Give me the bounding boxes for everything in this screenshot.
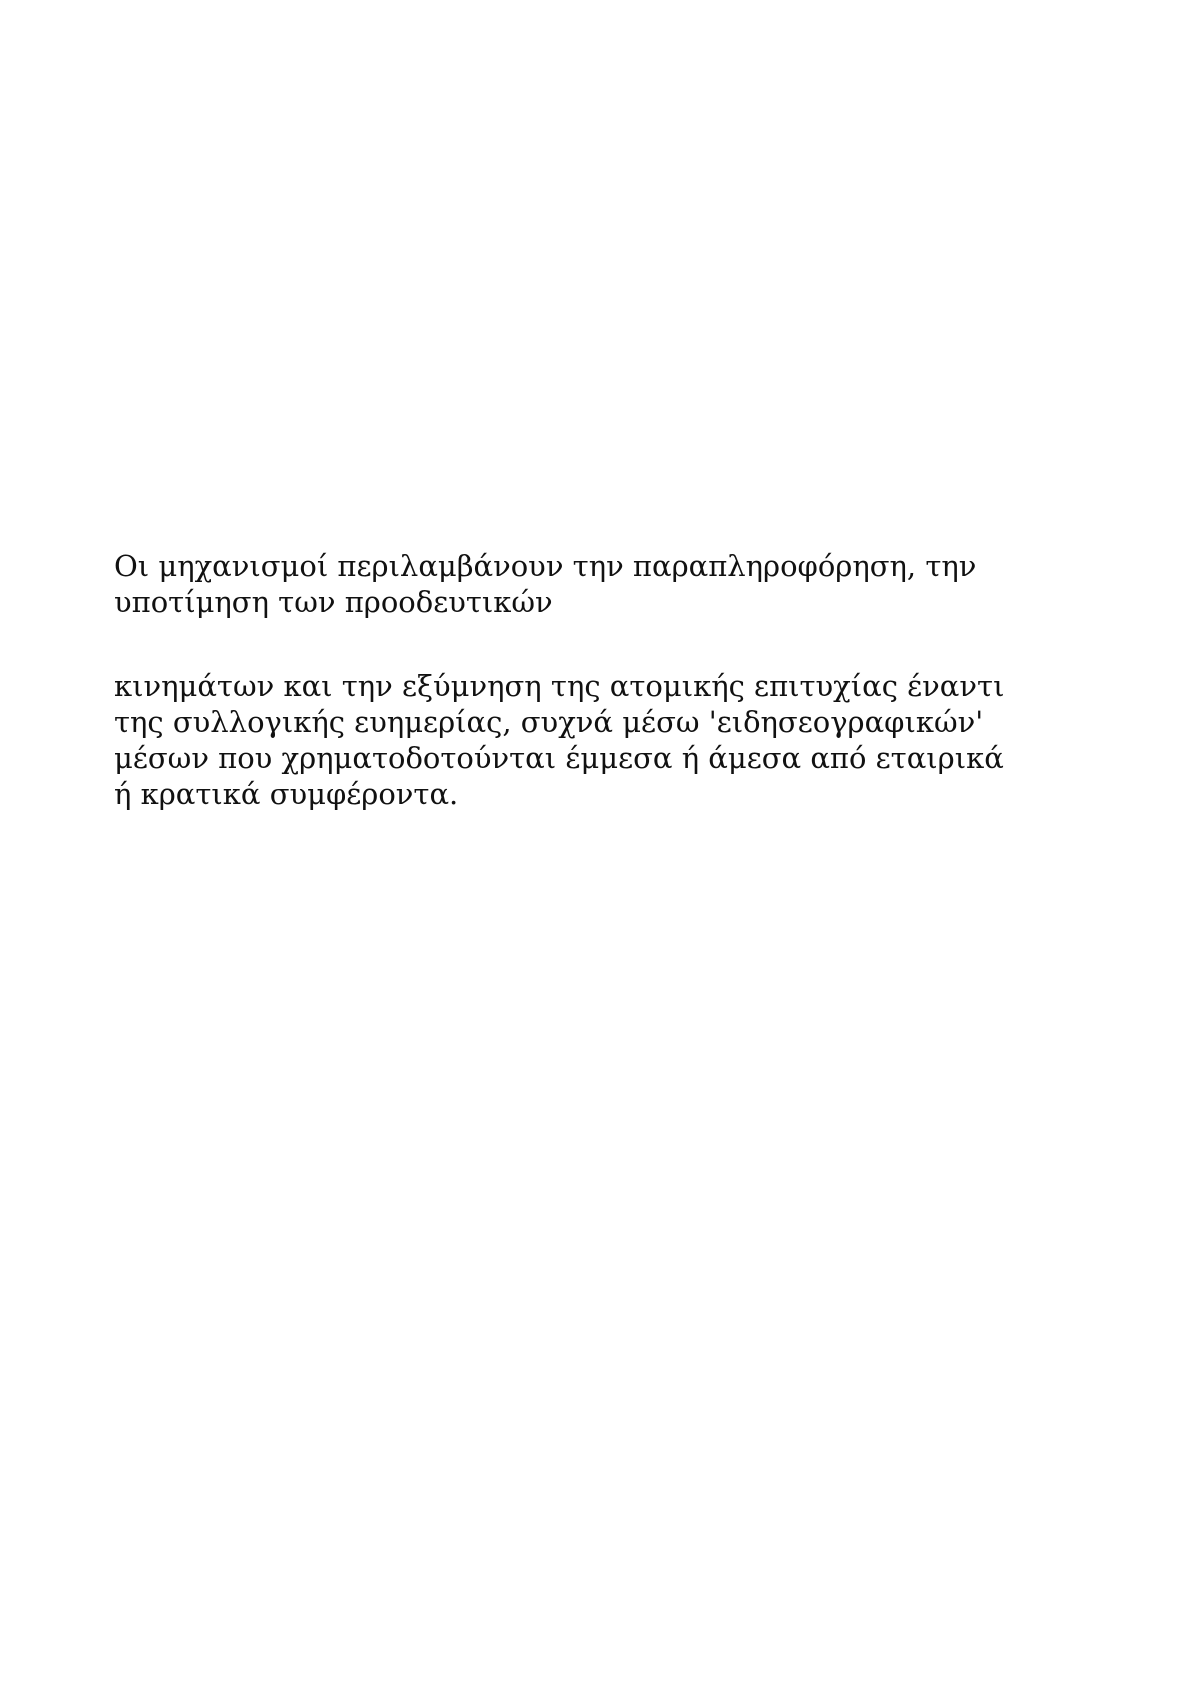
paragraph	[114, 668, 1074, 812]
text-line: κινημάτων και την εξύμνηση της ατομικής επιτυχίας έναντι	[114, 669, 1005, 703]
paragraph	[114, 548, 1074, 620]
text-line: Οι μηχανισμοί περιλαμβάνουν την παραπληροφόρηση, την	[114, 549, 977, 583]
text-line: της συλλογικής ευημερίας, συχνά μέσω 'ειδησεογραφικών'	[114, 705, 984, 739]
text-line: μέσων που χρηματοδοτούνται έμμεσα ή άμεσα από εταιρικά	[114, 741, 1004, 775]
text-line: ή κρατικά συμφέροντα.	[114, 777, 459, 811]
text-line: υποτίμηση των προοδευτικών	[114, 585, 553, 619]
body-text	[114, 548, 1074, 812]
